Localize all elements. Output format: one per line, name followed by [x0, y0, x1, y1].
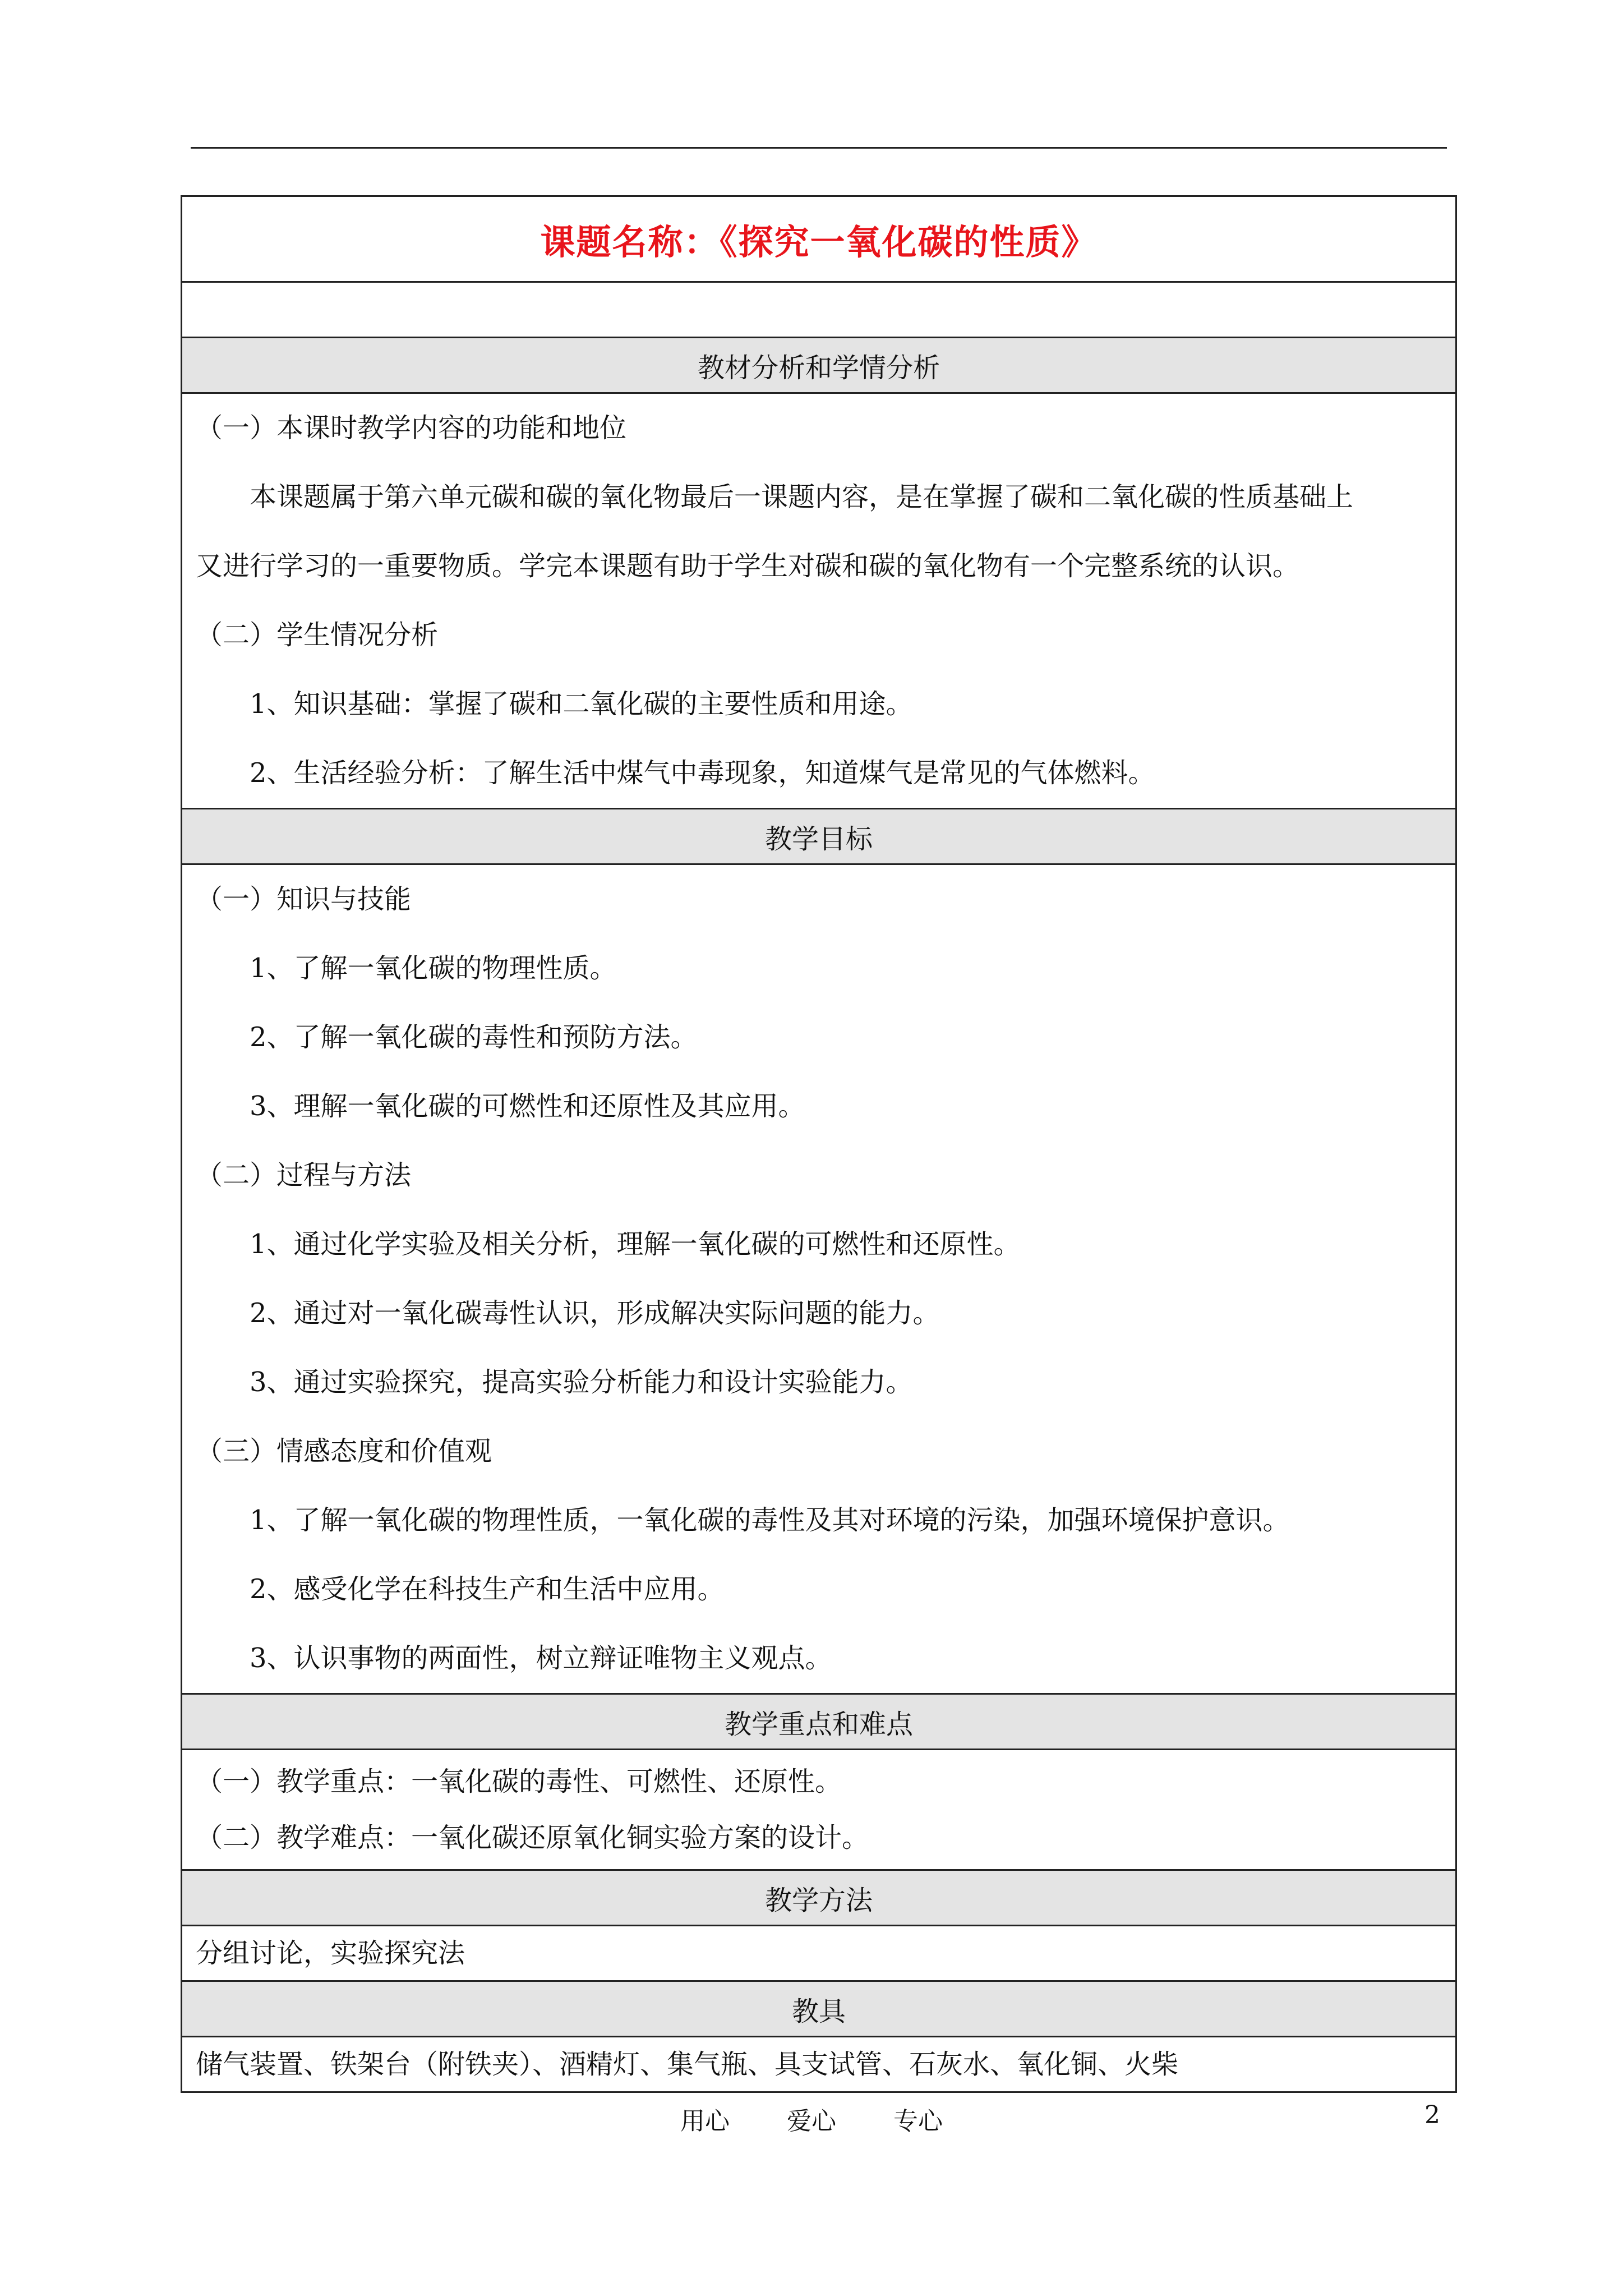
lesson-title: 课题名称：《探究一氧化碳的性质》 [540, 221, 1098, 263]
list-item: 2、感受化学在科技生产和生活中应用。 [250, 1573, 725, 1605]
subheading: （二）过程与方法 [196, 1159, 412, 1191]
key-point: （一）教学重点：一氧化碳的毒性、可燃性、还原性。 [196, 1766, 842, 1797]
subheading: （一）本课时教学内容的功能和地位 [196, 412, 627, 444]
list-item: 1、通过化学实验及相关分析，理解一氧化碳的可燃性和还原性。 [250, 1228, 1021, 1260]
footer-motto [0, 2101, 1623, 2137]
section-heading-goals: 教学目标 [182, 809, 1456, 864]
list-item: 1、知识基础：掌握了碳和二氧化碳的主要性质和用途。 [250, 688, 913, 720]
section-heading-methods: 教学方法 [182, 1870, 1456, 1926]
list-item: 1、了解一氧化碳的物理性质。 [250, 953, 617, 984]
motto-word: 用心 [680, 2107, 730, 2136]
subheading: （二）学生情况分析 [196, 619, 439, 651]
list-item: 3、理解一氧化碳的可燃性和还原性及其应用。 [250, 1091, 805, 1122]
subheading: （一）知识与技能 [196, 884, 412, 915]
methods-text: 分组讨论，实验探究法 [196, 1938, 465, 1969]
list-item: 2、生活经验分析：了解生活中煤气中毒现象，知道煤气是常见的气体燃料。 [250, 757, 1155, 789]
section-body-goals [182, 864, 1456, 1694]
paragraph-line: 又进行学习的一重要物质。学完本课题有助于学生对碳和碳的氧化物有一个完整系统的认识。 [196, 550, 1300, 582]
lesson-plan-table [181, 195, 1457, 2093]
section-body-tools [182, 2037, 1456, 2092]
title-cell [182, 196, 1456, 282]
list-item: 2、通过对一氧化碳毒性认识，形成解决实际问题的能力。 [250, 1297, 940, 1329]
motto-word: 专心 [893, 2107, 943, 2136]
section-body-analysis [182, 393, 1456, 809]
list-item: 1、了解一氧化碳的物理性质，一氧化碳的毒性及其对环境的污染，加强环境保护意识。 [250, 1504, 1290, 1536]
header-rule [191, 147, 1447, 149]
list-item: 3、认识事物的两面性，树立辩证唯物主义观点。 [250, 1642, 832, 1674]
section-heading-tools: 教具 [182, 1981, 1456, 2037]
tools-text: 储气装置、铁架台（附铁夹）、酒精灯、集气瓶、具支试管、石灰水、氧化铜、火柴 [196, 2049, 1179, 2080]
difficult-point: （二）教学难点：一氧化碳还原氧化铜实验方案的设计。 [196, 1822, 869, 1853]
section-heading-analysis: 教材分析和学情分析 [182, 338, 1456, 393]
list-item: 2、了解一氧化碳的毒性和预防方法。 [250, 1022, 698, 1053]
page-number: 2 [1424, 2101, 1440, 2129]
empty-row [182, 282, 1456, 338]
section-heading-keypoints: 教学重点和难点 [182, 1694, 1456, 1750]
section-body-keypoints [182, 1750, 1456, 1870]
section-body-methods [182, 1926, 1456, 1981]
list-item: 3、通过实验探究，提高实验分析能力和设计实验能力。 [250, 1366, 913, 1398]
motto-word: 爱心 [787, 2107, 836, 2136]
paragraph-line: 本课题属于第六单元碳和碳的氧化物最后一课题内容，是在掌握了碳和二氧化碳的性质基础上 [250, 481, 1354, 513]
subheading: （三）情感态度和价值观 [196, 1435, 492, 1467]
